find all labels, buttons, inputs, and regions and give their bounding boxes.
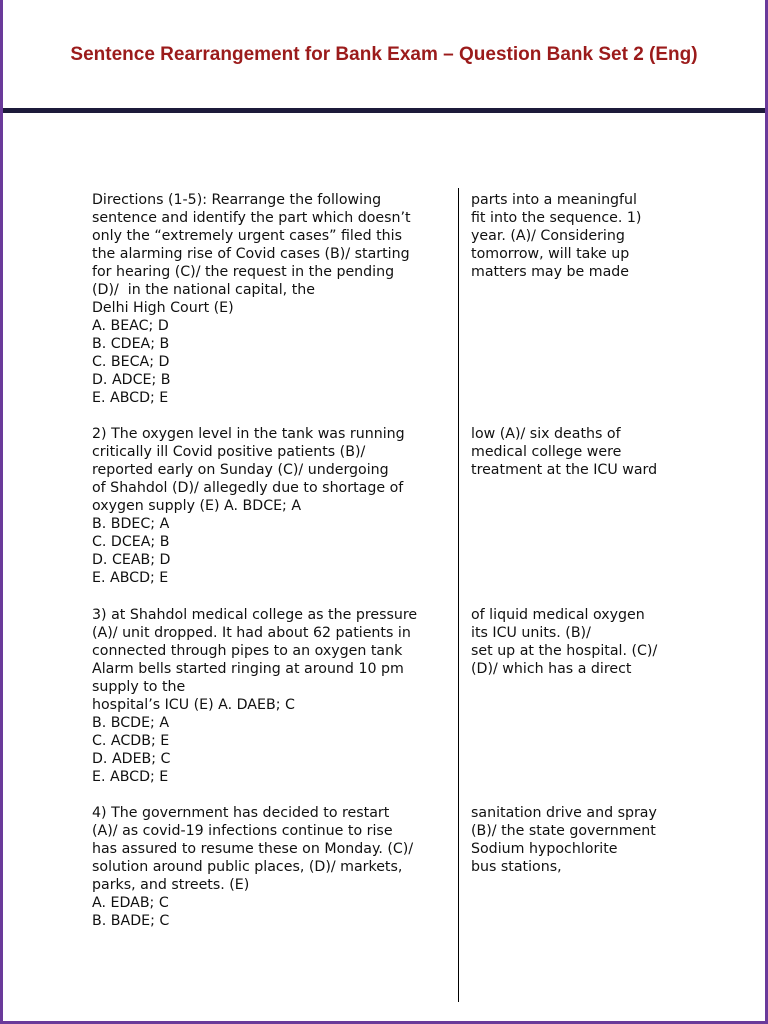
text-line: (D)/ in the national capital, the (92, 282, 315, 298)
text-line: C. DCEA; B (92, 534, 170, 550)
text-line: D. ADCE; B (92, 372, 171, 388)
text-line: tomorrow, will take up (471, 246, 630, 262)
text-line: only the “extremely urgent cases” filed this (92, 228, 402, 244)
text-line: oxygen supply (E) A. BDCE; A (92, 498, 302, 514)
text-line: year. (A)/ Considering (471, 228, 625, 244)
text-line: connected through pipes to an oxygen tank (92, 643, 403, 659)
text-line: D. CEAB; D (92, 552, 171, 568)
text-line: of Shahdol (D)/ allegedly due to shortage of (92, 480, 404, 496)
text-line: set up at the hospital. (C)/ (471, 643, 658, 659)
text-line: fit into the sequence. 1) (471, 210, 642, 226)
text-line: E. ABCD; E (92, 570, 169, 586)
text-line: C. ACDB; E (92, 733, 170, 749)
text-line: sentence and identify the part which doesn’t (92, 210, 411, 226)
text-line: B. BDEC; A (92, 516, 170, 532)
text-line: Directions (1-5): Rearrange the following (92, 192, 382, 208)
question-right-column (471, 606, 691, 678)
text-line: E. ABCD; E (92, 390, 169, 406)
text-line: the alarming rise of Covid cases (B)/ starting (92, 246, 410, 262)
text-line: bus stations, (471, 859, 562, 875)
text-line: of liquid medical oxygen (471, 607, 645, 623)
text-line: (A)/ unit dropped. It had about 62 patients in (92, 625, 411, 641)
text-line: A. EDAB; C (92, 895, 169, 911)
text-line: 3) at Shahdol medical college as the pressure (92, 607, 418, 623)
question-left-column (92, 804, 452, 930)
text-line: Alarm bells started ringing at around 10 pm (92, 661, 404, 677)
text-line: parks, and streets. (E) (92, 877, 250, 893)
text-line: (A)/ as covid-19 infections continue to rise (92, 823, 393, 839)
text-line: (D)/ which has a direct (471, 661, 632, 677)
text-line: solution around public places, (D)/ markets, (92, 859, 403, 875)
text-line: its ICU units. (B)/ (471, 625, 591, 641)
text-line: Delhi High Court (E) (92, 300, 234, 316)
text-line: 2) The oxygen level in the tank was running (92, 426, 405, 442)
text-line: medical college were (471, 444, 622, 460)
text-line: matters may be made (471, 264, 630, 280)
page-title: Sentence Rearrangement for Bank Exam – Question Bank Set 2 (Eng) (70, 44, 698, 65)
text-line: supply to the (92, 679, 186, 695)
question-left-column (92, 425, 452, 587)
header-divider (3, 108, 765, 113)
text-line: A. BEAC; D (92, 318, 169, 334)
text-line: B. BCDE; A (92, 715, 170, 731)
question-right-column (471, 425, 691, 479)
question-left-column (92, 606, 452, 786)
text-line: B. CDEA; B (92, 336, 170, 352)
text-line: low (A)/ six deaths of (471, 426, 621, 442)
text-line: critically ill Covid positive patients (B)/ (92, 444, 366, 460)
text-line: reported early on Sunday (C)/ undergoing (92, 462, 389, 478)
text-line: Sodium hypochlorite (471, 841, 618, 857)
question-left-column (92, 191, 452, 407)
text-line: parts into a meaningful (471, 192, 637, 208)
text-line: treatment at the ICU ward (471, 462, 658, 478)
question-right-column (471, 804, 691, 876)
text-line: (B)/ the state government (471, 823, 656, 839)
column-divider (458, 188, 459, 1002)
question-right-column (471, 191, 691, 281)
text-line: has assured to resume these on Monday. (C)/ (92, 841, 414, 857)
text-line: 4) The government has decided to restart (92, 805, 390, 821)
text-line: E. ABCD; E (92, 769, 169, 785)
header (3, 0, 765, 112)
text-line: sanitation drive and spray (471, 805, 657, 821)
text-line: D. ADEB; C (92, 751, 171, 767)
text-line: for hearing (C)/ the request in the pending (92, 264, 395, 280)
text-line: hospital’s ICU (E) A. DAEB; C (92, 697, 295, 713)
text-line: C. BECA; D (92, 354, 170, 370)
text-line: B. BADE; C (92, 913, 170, 929)
